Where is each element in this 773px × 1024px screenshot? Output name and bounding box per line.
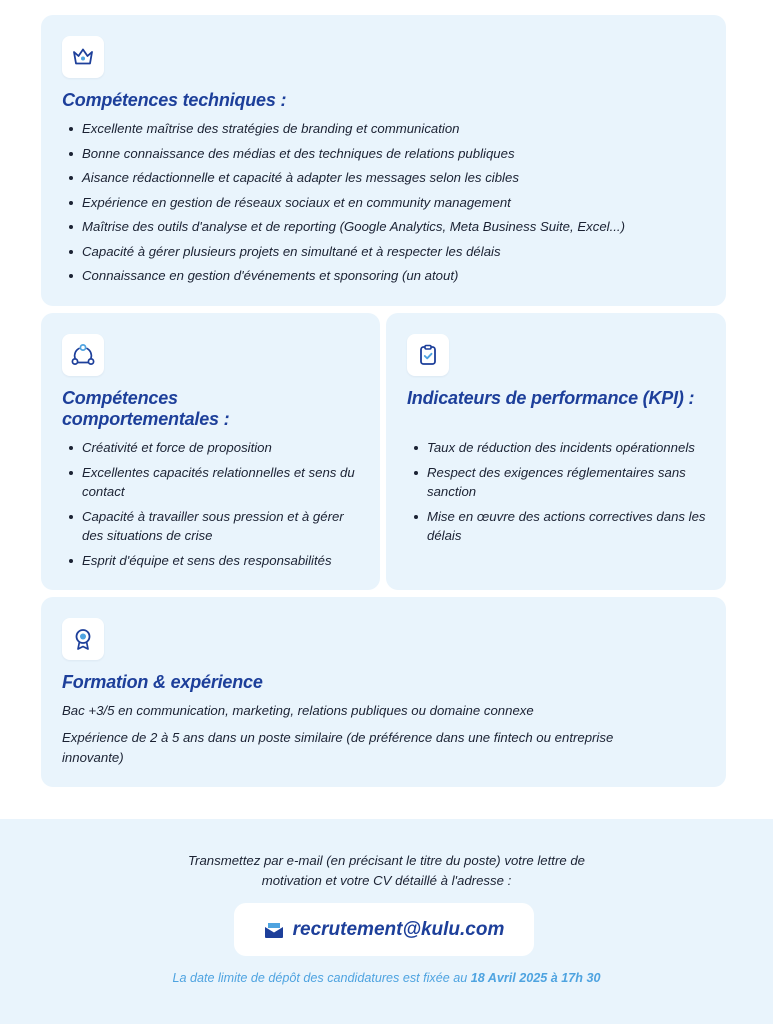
technical-skills-card xyxy=(41,15,726,306)
kpi-list xyxy=(407,438,712,546)
email-address: recrutement@kulu.com xyxy=(292,918,505,940)
application-instructions xyxy=(0,851,773,891)
education-line: Bac +3/5 en communication, marketing, relations publiques ou domaine connexe xyxy=(62,703,534,718)
list-item: Taux de réduction des incidents opérationnels xyxy=(407,438,712,458)
education-card xyxy=(41,597,726,787)
technical-skills-icon-box xyxy=(62,36,104,78)
list-item: Maîtrise des outils d'analyse et de reporting (Google Analytics, Meta Business Suite, Excel...) xyxy=(62,217,712,237)
envelope-icon xyxy=(264,921,284,939)
network-icon xyxy=(70,343,96,367)
list-item: Bonne connaissance des médias et des techniques de relations publiques xyxy=(62,144,712,164)
deadline-date: 18 Avril 2025 à 17h 30 xyxy=(470,971,601,985)
behavioral-skills-title: Compétences comportementales : xyxy=(62,388,230,429)
kpi-icon-box xyxy=(407,334,449,376)
kpi-title: Indicateurs de performance (KPI) : xyxy=(407,388,695,408)
list-item: Excellentes capacités relationnelles et sens du contact xyxy=(62,463,367,502)
list-item: Aisance rédactionnelle et capacité à adapter les messages selon les cibles xyxy=(62,168,712,188)
education-title: Formation & expérience xyxy=(62,672,263,692)
education-icon-box xyxy=(62,618,104,660)
list-item: Esprit d'équipe et sens des responsabilités xyxy=(62,551,367,571)
kpi-card xyxy=(386,313,726,590)
deadline-prefix: La date limite de dépôt des candidatures est fixée au xyxy=(172,971,468,985)
list-item: Expérience en gestion de réseaux sociaux et en community management xyxy=(62,193,712,213)
technical-skills-title: Compétences techniques : xyxy=(62,90,287,110)
email-link[interactable] xyxy=(234,903,534,956)
behavioral-skills-icon-box xyxy=(62,334,104,376)
list-item: Respect des exigences réglementaires sans sanction xyxy=(407,463,712,502)
behavioral-skills-list xyxy=(62,438,367,570)
clipboard-check-icon xyxy=(416,343,440,367)
list-item: Connaissance en gestion d'événements et sponsoring (un atout) xyxy=(62,266,712,286)
list-item: Capacité à travailler sous pression et à gérer des situations de crise xyxy=(62,507,367,546)
instructions-text: Transmettez par e-mail (en précisant le titre du poste) votre lettre de motivation et votre CV détaillé à l'adresse : xyxy=(187,853,585,888)
list-item: Créativité et force de proposition xyxy=(62,438,367,458)
list-item: Mise en œuvre des actions correctives dans les délais xyxy=(407,507,712,546)
deadline-text xyxy=(0,971,773,985)
behavioral-skills-card xyxy=(41,313,380,590)
crown-icon xyxy=(71,45,95,69)
experience-line: Expérience de 2 à 5 ans dans un poste similaire (de préférence dans une fintech ou entreprise innovante) xyxy=(62,730,614,765)
technical-skills-list xyxy=(62,119,712,286)
list-item: Capacité à gérer plusieurs projets en simultané et à respecter les délais xyxy=(62,242,712,262)
list-item: Excellente maîtrise des stratégies de branding et communication xyxy=(62,119,712,139)
award-icon xyxy=(71,627,95,651)
